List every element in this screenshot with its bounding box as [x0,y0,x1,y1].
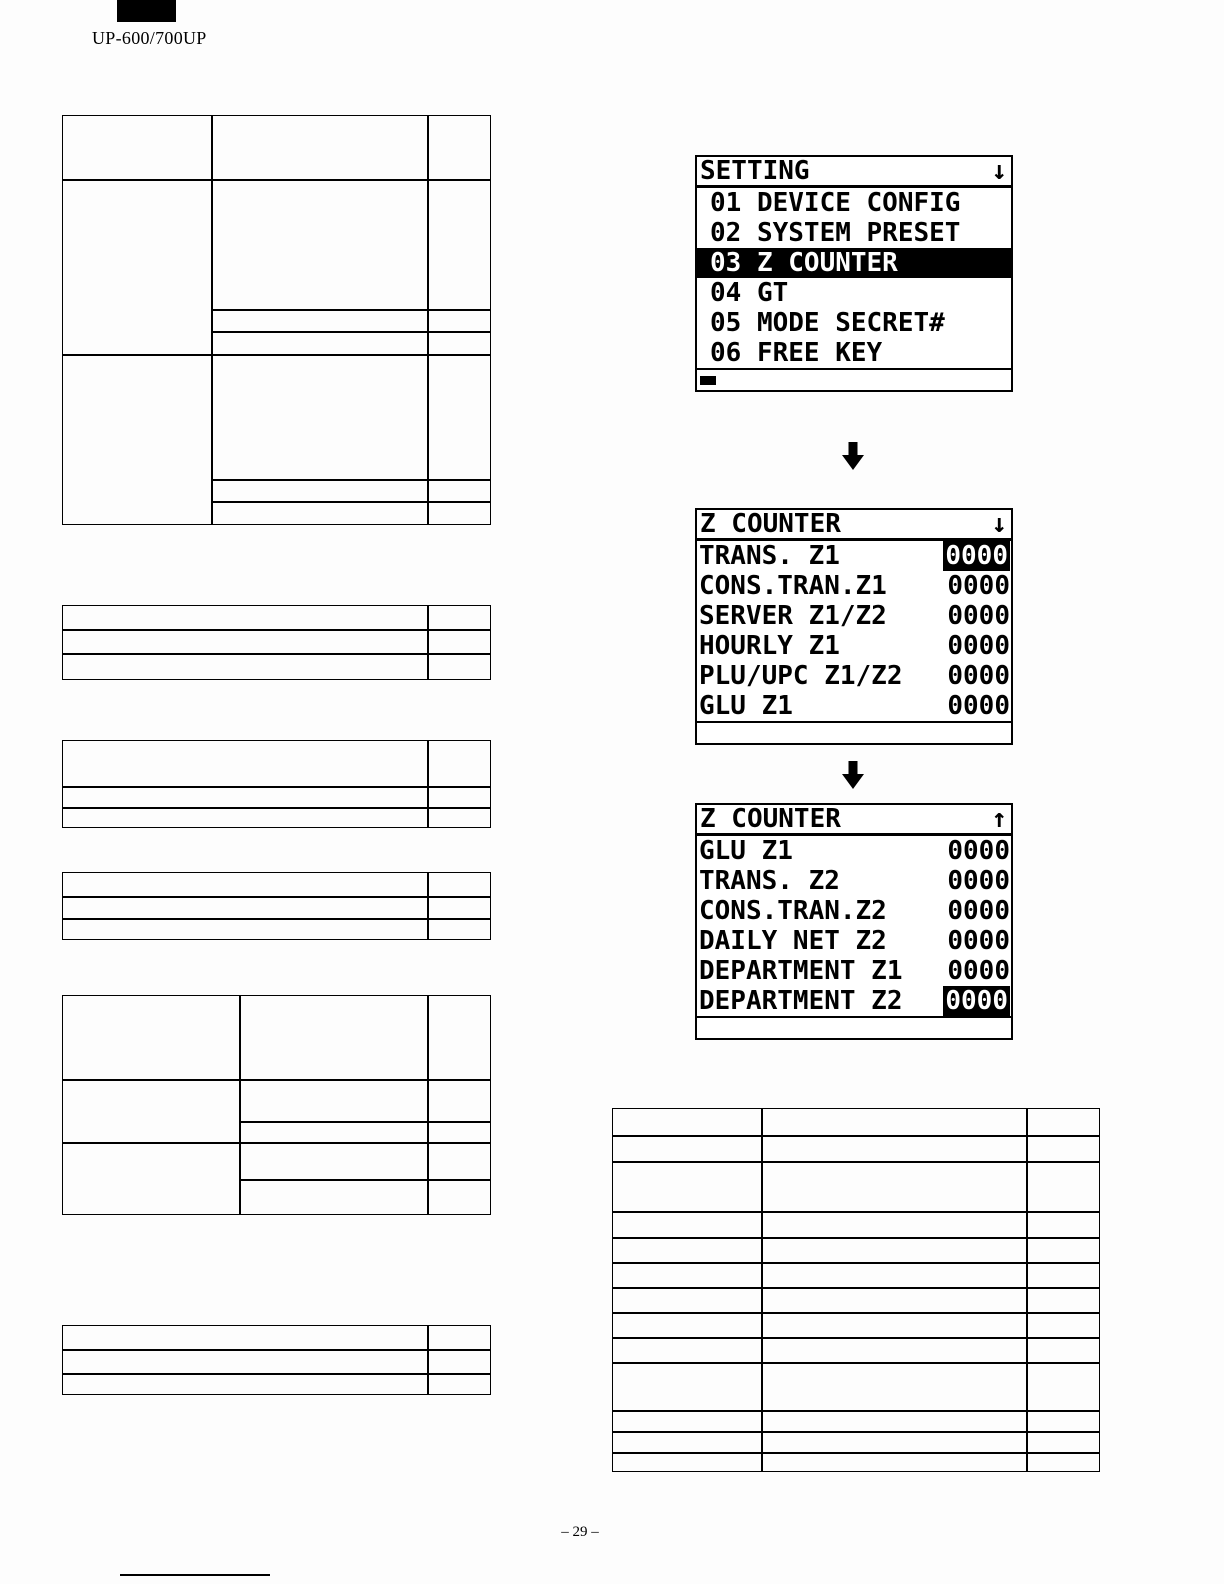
table-line [63,354,490,356]
table-line [211,479,490,481]
counter-value: 0000 [947,836,1010,866]
table-line [63,629,490,631]
counter-label: DAILY NET Z2 [699,926,887,956]
screen-header [697,510,1011,538]
table-line [239,1179,490,1181]
menu-item: 05 MODE SECRET# [710,308,945,338]
table-line [427,741,429,827]
table-line [613,1262,1099,1264]
page-number: – 29 – [561,1524,599,1540]
table-line [211,116,213,524]
screen-footer [697,1018,1011,1038]
counter-row [697,691,1011,721]
table-line [427,1326,429,1394]
counter-label: HOURLY Z1 [699,631,840,661]
z-counter-screen-1 [695,508,1013,745]
counter-row [697,836,1011,866]
counter-row [697,601,1011,631]
screen-title: SETTING [700,156,810,186]
table-line [239,1121,490,1123]
counter-row [697,541,1011,571]
counter-value: 0000 [947,661,1010,691]
table-line [63,1373,490,1375]
table-line [613,1312,1099,1314]
menu-item: 04 GT [710,278,789,308]
scroll-down-icon: ↓ [991,156,1007,186]
table-line [211,331,490,333]
counter-value: 0000 [947,896,1010,926]
counter-label: DEPARTMENT Z2 [699,986,903,1016]
scroll-down-icon: ↓ [991,509,1007,539]
table-line [613,1452,1099,1454]
table-line [427,606,429,679]
down-arrow-icon [842,761,864,789]
brand-logo-block [117,0,176,22]
table-bottom-right [612,1108,1100,1472]
table-left-2 [62,605,491,680]
table-left-4 [62,872,491,940]
table-line [63,1079,490,1081]
screen-footer [697,723,1011,743]
table-line [1026,1109,1028,1471]
counter-value: 0000 [947,691,1010,721]
table-left-6 [62,1325,491,1395]
counter-row [697,571,1011,601]
counter-value: 0000 [947,926,1010,956]
table-line [211,501,490,503]
counter-value-highlighted: 0000 [945,541,1008,571]
screen-header [697,805,1011,833]
menu-item: 06 FREE KEY [710,338,883,368]
counter-label: TRANS. Z1 [699,541,840,571]
setting-screen [695,155,1013,392]
down-arrow-icon [842,442,864,470]
counter-row [697,956,1011,986]
counter-value: 0000 [947,866,1010,896]
table-line [613,1410,1099,1412]
table-line [613,1287,1099,1289]
table-line [613,1211,1099,1213]
counter-row [697,661,1011,691]
table-left-5 [62,995,491,1215]
counter-label: CONS.TRAN.Z1 [699,571,887,601]
screen-footer [697,370,1011,390]
table-line [613,1431,1099,1433]
menu-item: 01 DEVICE CONFIG [710,188,961,218]
table-line [239,996,241,1214]
table-line [63,653,490,655]
table-line [613,1161,1099,1163]
table-line [63,918,490,920]
table-line [613,1135,1099,1137]
menu-item-selected: 03 Z COUNTER [697,248,1011,278]
counter-value-highlighted: 0000 [945,986,1008,1016]
table-line [63,179,490,181]
table-left-3 [62,740,491,828]
screen-title: Z COUNTER [700,804,841,834]
cursor-block [700,376,716,385]
table-top-left [62,115,491,525]
counter-label: DEPARTMENT Z1 [699,956,903,986]
counter-row [697,926,1011,956]
counter-row [697,986,1011,1016]
table-line [63,807,490,809]
counter-row [697,631,1011,661]
counter-label: PLU/UPC Z1/Z2 [699,661,903,691]
counter-value: 0000 [947,601,1010,631]
counter-row [697,866,1011,896]
counter-value: 0000 [947,956,1010,986]
table-line [613,1362,1099,1364]
counter-value: 0000 [947,631,1010,661]
table-line [427,873,429,939]
table-line [613,1337,1099,1339]
table-line [63,896,490,898]
menu-item: 02 SYSTEM PRESET [710,218,961,248]
counter-label: GLU Z1 [699,691,793,721]
table-line [63,1349,490,1351]
table-line [63,1142,490,1144]
model-number: UP-600/700UP [92,28,207,48]
table-line [761,1109,763,1471]
z-counter-screen-2 [695,803,1013,1040]
counter-label: TRANS. Z2 [699,866,840,896]
counter-row [697,896,1011,926]
table-line [211,309,490,311]
table-line [427,116,429,524]
counter-label: GLU Z1 [699,836,793,866]
scroll-up-icon: ↑ [991,804,1007,834]
counter-value: 0000 [947,571,1010,601]
table-line [63,786,490,788]
table-line [613,1237,1099,1239]
screen-title: Z COUNTER [700,509,841,539]
counter-label: CONS.TRAN.Z2 [699,896,887,926]
footer-rule [120,1574,270,1576]
counter-label: SERVER Z1/Z2 [699,601,887,631]
table-line [427,996,429,1214]
screen-header [697,157,1011,185]
